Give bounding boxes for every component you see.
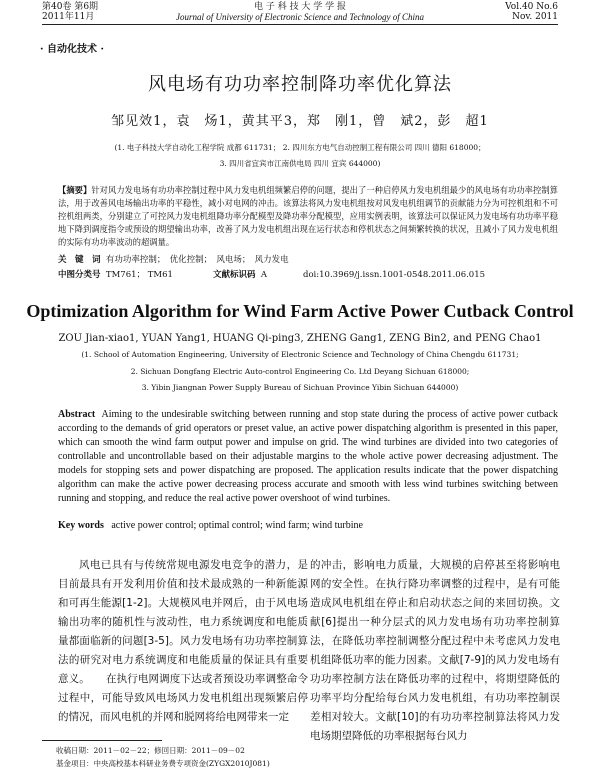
cn-authors: 邹见效1，袁 炀1，黄其平3，郑 刚1，曾 斌2，彭 超1 (111, 114, 489, 129)
en-abstract-text: Aiming to the undesirable switching between running and stop state during the process of active power cutback according to the demands of grid operators or preset value, an active power dispatching algorithm is presented in this paper, which can smooth the wind farm output power and impulse on grid. The wind turbines are divided into two categories of controllable and uncontrollable based on their adjustable margins to the whole active power decreasing adjustment. The models for stopping sets and power dispatching are proposed. The application results indicate that the power dispatching algorithm can make the active power decreasing process accurate and smooth with less wind turbines switching between running and stopping, and reduce the real active power overshoot of wind turbines. (58, 409, 558, 504)
body-column-right: 的冲击，影响电力质量，大规模的启停甚至将影响电网的安全性。在执行降功率调整的过程中，是有可能造成风电机组在停止和启动状态之间的来回切换。文献[6]提出一种分层式的风力发电场有功功率控制算法，在降低功率控制调整分配过程中未考虑风力发电机组降低功率的能力因素。文献[7-9]的风力发电场有功功率控制方法在降低功率的过程中，将期望降低的功率平均分配给每台风力发电机组，有功功率控制误差相对较大。文献[10]的有功功率控制算法将风力发电场期望降低的功率根据每台风力 (310, 559, 560, 742)
cn-affiliation-1: (1. 电子科技大学自动化工程学院 成都 611731； 2. 四川东方电气自动控制工程有限公司 四川 德阳 618000； (114, 143, 486, 152)
doc-code-label: 文献标识码 (213, 270, 256, 280)
header-right (505, 2, 558, 22)
en-keywords-text: active power control; optimal control; wind farm; wind turbine (111, 520, 363, 531)
doc-code-value: A (260, 270, 268, 280)
cn-keywords-label: 关 键 词 (58, 255, 101, 265)
header-center (42, 2, 558, 22)
section-tag: · 自动化技术 · (40, 44, 104, 55)
cn-keywords (58, 253, 558, 265)
cn-abstract-label: 【摘要】 (58, 185, 92, 195)
en-keywords (58, 520, 558, 531)
en-affiliation-1: (1. School of Automation Engineering, University of Electronic Science and Technology of China Chengdu 611731; (81, 350, 519, 359)
cn-abstract (58, 184, 558, 249)
running-header (42, 2, 558, 24)
body-column-left: 风电已具有与传统常规电源发电竞争的潜力，是目前最具有开发利用价值和技术最成熟的一种新能源和可再生能源[1-2]。大规模风电并网后，由于风电场输出功率的随机性与波动性，电力系统调度和电能质量都面临新的问题[3-5]。风力发电场有功功率控制算法的研究对电力系统调度和电能质量的保证具有重要意义。 在执行电网调度下达或者预设功率调整命令过程中，可能导致风电场风力发电机组出现频繁启停的情况，而风电机的并网和脱网将给电网带来一定 (58, 559, 308, 723)
cn-keywords-text: 有功功率控制； 优化控制； 风电场； 风力发电 (105, 255, 289, 265)
header-vol-en: Vol.40 No.6 (505, 2, 558, 12)
header-date-en: Nov. 2011 (512, 12, 558, 22)
footnote-received: 收稿日期：2011－02－22；修回日期：2011－09－02 (56, 746, 245, 755)
en-abstract (58, 408, 558, 506)
cn-classification (58, 268, 558, 280)
en-affiliation-2: 2. Sichuan Dongfang Electric Auto-control Engineering Co. Ltd Deyang Sichuan 618000; (130, 367, 470, 376)
clc-value: TM761； TM61 (105, 270, 173, 280)
doi: doi:10.3969/j.issn.1001-0548.2011.06.015 (303, 270, 486, 280)
header-volume: 第40卷 第6期 (42, 2, 99, 12)
clc-label: 中图分类号 (58, 270, 101, 280)
header-rule (42, 24, 558, 25)
cn-title: 风电场有功功率控制降功率优化算法 (148, 74, 452, 95)
en-affiliation-3: 3. Yibin Jiangnan Power Supply Bureau of Sichuan Province Yibin Sichuan 644000) (141, 383, 459, 392)
header-journal-en: Journal of University of Electronic Science and Technology of China (175, 12, 425, 22)
header-date: 2011年11月 (42, 12, 95, 22)
en-title: Optimization Algorithm for Wind Farm Active Power Cutback Control (26, 301, 574, 321)
footnote-rule (42, 740, 162, 741)
en-keywords-label: Key words (58, 520, 104, 531)
header-journal-cn: 电 子 科 技 大 学 学 报 (253, 2, 347, 12)
en-abstract-label: Abstract (58, 409, 96, 420)
en-authors: ZOU Jian-xiao1, YUAN Yang1, HUANG Qi-ping3, ZHENG Gang1, ZENG Bin2, and PENG Chao1 (58, 333, 542, 344)
cn-affiliation-2: 3. 四川省宜宾市江南供电局 四川 宜宾 644000) (219, 159, 381, 168)
footnote-funding: 基金项目：中央高校基本科研业务费专项资金(ZYGX2010J081) (56, 759, 270, 768)
cn-abstract-text: 针对风力发电场有功功率控制过程中风力发电机组频繁启停的问题，提出了一种启停风力发电机组最少的风电场有功功率控制算法，用于改善风电场输出功率的平稳性，减小对电网的冲击。该算法将风力发电机组按对风发电机组调节的贡献能力分为可控机组和不可控机组两类，分别建立了可控风力发电机组降功率分配模型及降功率分配模型，应用实例表明，该算法可以保证风力发电场有功功率平稳地下降到调度指令或预设的期望输出功率，改善了风力发电机组出现在运行状态和停机状态之间频繁转换的状况，且减小了风力发电机组的实际有功功率波动的超调量。 (58, 185, 558, 247)
